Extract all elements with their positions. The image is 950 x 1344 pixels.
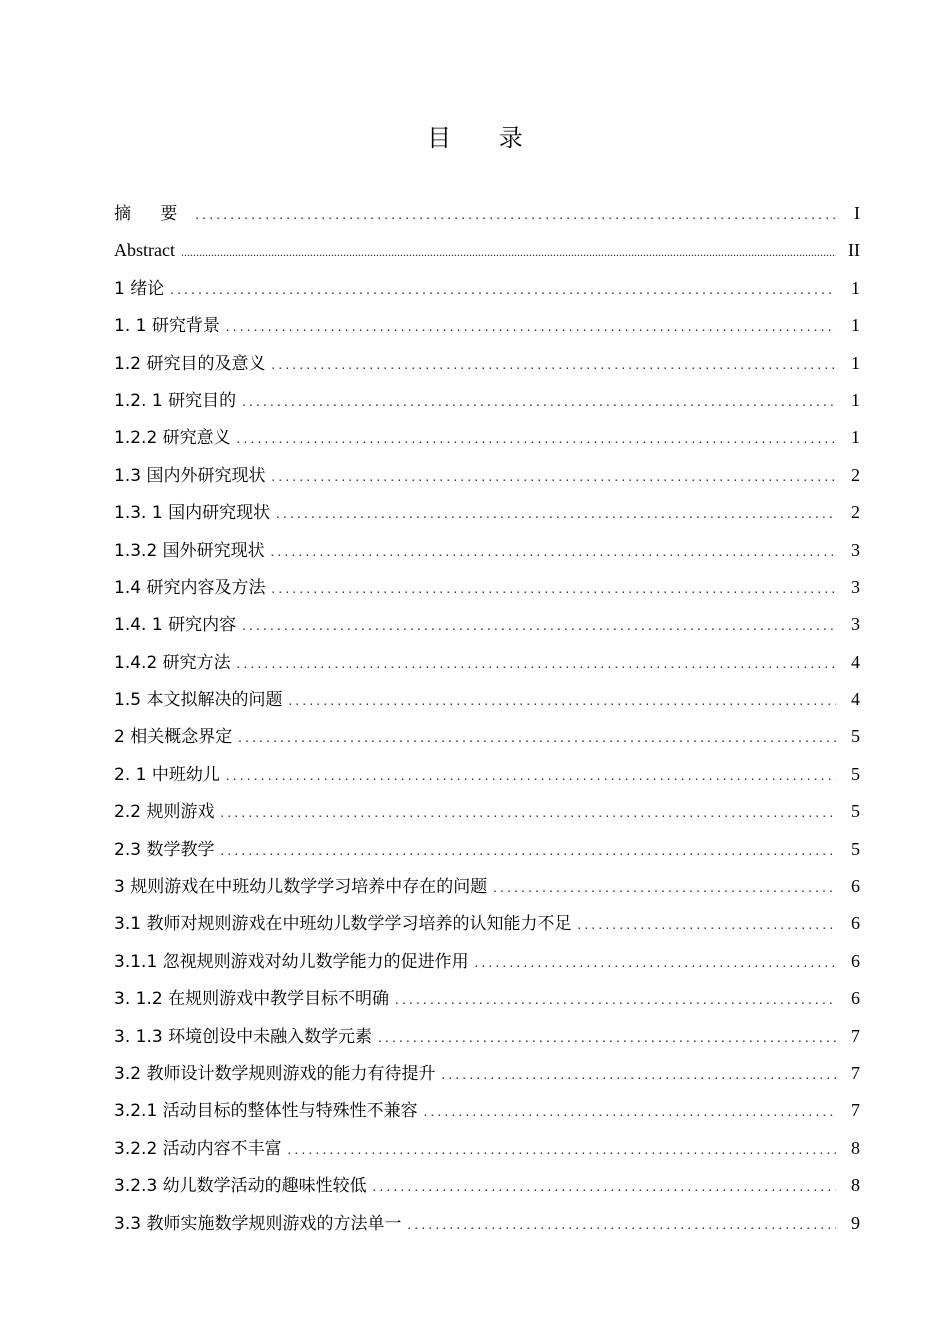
toc-entry-page: 1 — [851, 277, 860, 298]
toc-entry-label: 2.2 规则游戏 — [114, 802, 215, 823]
toc-leader-dots — [271, 347, 836, 384]
toc-list — [114, 195, 860, 1242]
toc-entry-page: 4 — [851, 689, 860, 710]
toc-entry-label: 3.1 教师对规则游戏在中班幼儿数学学习培养的认知能力不足 — [114, 914, 572, 935]
toc-leader-dots — [220, 795, 836, 832]
toc-leader-dots — [242, 608, 836, 645]
toc-leader-dots — [373, 1169, 836, 1206]
toc-title: 目 录 — [427, 124, 543, 152]
toc-entry[interactable] — [114, 606, 860, 643]
toc-leader-dots — [181, 234, 836, 271]
toc-entry-label: 3.2 教师设计数学规则游戏的能力有待提升 — [114, 1063, 436, 1084]
toc-entry-label: 2 相关概念界定 — [114, 727, 233, 748]
toc-leader-dots — [577, 907, 836, 944]
toc-leader-dots — [424, 1094, 836, 1131]
toc-entry-page: 6 — [851, 950, 860, 971]
toc-entry-page: I — [854, 203, 860, 223]
toc-entry-label: 摘 要 — [114, 204, 190, 224]
toc-entry-label: 1.4.2 研究方法 — [114, 652, 231, 673]
toc-leader-dots — [378, 1020, 836, 1057]
toc-leader-dots — [226, 758, 836, 795]
toc-entry[interactable] — [114, 905, 860, 942]
toc-entry-page: 8 — [851, 1137, 860, 1158]
toc-leader-dots — [407, 1207, 836, 1244]
toc-entry-page: 5 — [851, 801, 860, 822]
toc-entry[interactable] — [114, 793, 860, 830]
toc-entry[interactable] — [114, 419, 860, 456]
toc-entry[interactable] — [114, 718, 860, 755]
toc-entry-label: 1.3. 1 国内研究现状 — [114, 503, 271, 524]
toc-leader-dots — [237, 421, 836, 458]
toc-leader-dots — [271, 459, 836, 496]
toc-entry-page: 1 — [851, 427, 860, 448]
toc-leader-dots — [288, 683, 836, 720]
toc-entry-label: 1 绪论 — [114, 278, 165, 299]
toc-entry-page: 1 — [851, 315, 860, 336]
toc-entry[interactable] — [114, 1055, 860, 1092]
toc-leader-dots — [475, 945, 836, 982]
toc-entry[interactable] — [114, 943, 860, 980]
toc-entry-label: 1.5 本文拟解决的问题 — [114, 690, 283, 711]
toc-leader-dots — [170, 272, 836, 309]
toc-entry[interactable] — [114, 1018, 860, 1055]
toc-entry-page: 7 — [851, 1100, 860, 1121]
toc-entry-page: 3 — [851, 539, 860, 560]
toc-entry[interactable] — [114, 195, 860, 232]
toc-entry-label: 1.2. 1 研究目的 — [114, 390, 237, 411]
toc-leader-dots — [395, 982, 836, 1019]
toc-entry-page: 7 — [851, 1025, 860, 1046]
toc-entry-page: 6 — [851, 988, 860, 1009]
toc-entry[interactable] — [114, 1205, 860, 1242]
toc-entry[interactable] — [114, 644, 860, 681]
toc-entry-label: 1.4. 1 研究内容 — [114, 615, 237, 636]
toc-entry-page: 9 — [851, 1212, 860, 1233]
toc-entry-label: 1.3.2 国外研究现状 — [114, 540, 265, 561]
toc-entry-label: 3. 1.3 环境创设中未融入数学元素 — [114, 1026, 373, 1047]
toc-entry-page: 2 — [851, 502, 860, 523]
toc-leader-dots — [271, 571, 836, 608]
toc-leader-dots — [288, 1132, 836, 1169]
toc-entry-label: 3 规则游戏在中班幼儿数学学习培养中存在的问题 — [114, 877, 488, 898]
toc-entry-label: 1.4 研究内容及方法 — [114, 577, 266, 598]
toc-entry-page: 7 — [851, 1062, 860, 1083]
toc-entry[interactable] — [114, 494, 860, 531]
toc-entry[interactable] — [114, 1167, 860, 1204]
toc-entry-label: 3.2.1 活动目标的整体性与特殊性不兼容 — [114, 1101, 418, 1122]
toc-entry-label: 1.2.2 研究意义 — [114, 428, 231, 449]
toc-leader-dots — [493, 870, 836, 907]
toc-entry[interactable] — [114, 868, 860, 905]
toc-entry-page: 8 — [851, 1175, 860, 1196]
toc-entry[interactable] — [114, 569, 860, 606]
toc-entry[interactable] — [114, 232, 860, 269]
toc-leader-dots — [226, 309, 836, 346]
toc-entry[interactable] — [114, 307, 860, 344]
toc-entry[interactable] — [114, 756, 860, 793]
toc-entry-page: 4 — [851, 651, 860, 672]
toc-entry-label: 3.2.3 幼儿数学活动的趣味性较低 — [114, 1176, 367, 1197]
toc-entry[interactable] — [114, 532, 860, 569]
toc-entry-label: 1.3 国内外研究现状 — [114, 465, 266, 486]
toc-entry-page: 1 — [851, 389, 860, 410]
toc-entry-page: 3 — [851, 614, 860, 635]
toc-entry-label: 3.1.1 忽视规则游戏对幼儿数学能力的促进作用 — [114, 951, 469, 972]
toc-leader-dots — [237, 646, 836, 683]
toc-entry-label: Abstract — [114, 240, 175, 261]
toc-entry-label: 1. 1 研究背景 — [114, 316, 220, 337]
toc-entry[interactable] — [114, 980, 860, 1017]
toc-entry-page: 5 — [851, 838, 860, 859]
toc-entry-page: 5 — [851, 726, 860, 747]
toc-entry-label: 3.3 教师实施数学规则游戏的方法单一 — [114, 1213, 402, 1234]
toc-leader-dots — [271, 534, 836, 571]
toc-entry[interactable] — [114, 1130, 860, 1167]
toc-leader-dots — [441, 1057, 836, 1094]
toc-leader-dots — [238, 720, 836, 757]
toc-entry-label: 1.2 研究目的及意义 — [114, 353, 266, 374]
toc-leader-dots — [242, 384, 836, 421]
toc-entry-page: 6 — [851, 913, 860, 934]
toc-entry-page: 1 — [851, 352, 860, 373]
toc-leader-dots — [195, 197, 836, 234]
toc-entry[interactable] — [114, 457, 860, 494]
toc-entry-page: 6 — [851, 876, 860, 897]
toc-entry[interactable] — [114, 681, 860, 718]
toc-entry-page: 5 — [851, 763, 860, 784]
toc-entry-label: 2.3 数学教学 — [114, 839, 215, 860]
toc-entry[interactable] — [114, 270, 860, 307]
toc-entry[interactable] — [114, 345, 860, 382]
toc-entry-label: 3.2.2 活动内容不丰富 — [114, 1138, 282, 1159]
toc-leader-dots — [220, 833, 836, 870]
toc-entry-label: 2. 1 中班幼儿 — [114, 764, 220, 785]
toc-entry-page: 3 — [851, 576, 860, 597]
toc-entry[interactable] — [114, 831, 860, 868]
toc-entry[interactable] — [114, 382, 860, 419]
toc-entry-page: 2 — [851, 464, 860, 485]
toc-entry[interactable] — [114, 1092, 860, 1129]
toc-entry-label: 3. 1.2 在规则游戏中教学目标不明确 — [114, 989, 390, 1010]
toc-leader-dots — [276, 496, 836, 533]
toc-entry-page: II — [848, 240, 860, 261]
